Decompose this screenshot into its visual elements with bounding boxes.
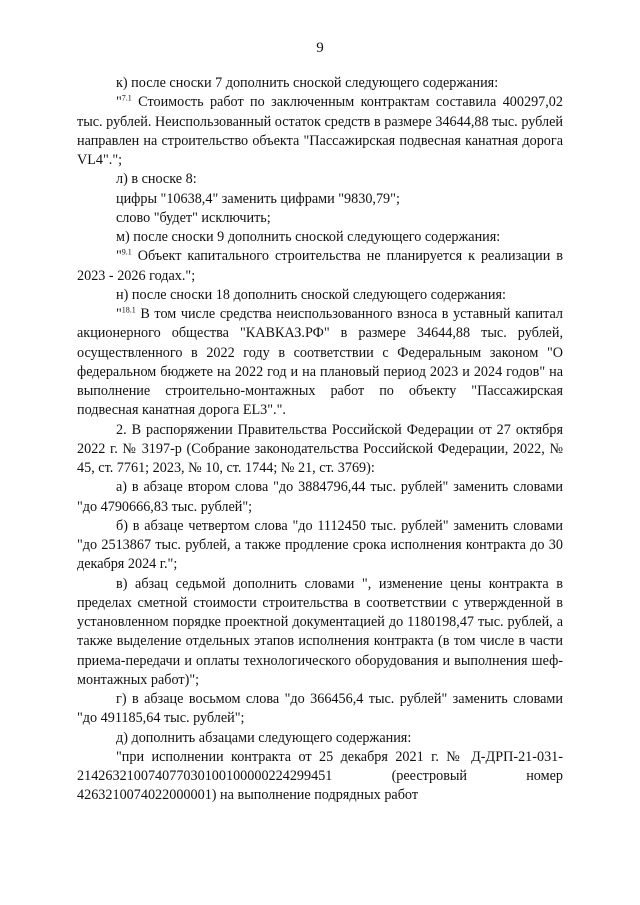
open-quote: ": [116, 94, 122, 111]
footnote-18-1-text: В том числе средства неиспользованного взноса в уставный капитал акционерного общества "КАВКАЗ.РФ" в размере 34644,88 тыс. рублей, осуществленного в 2022 году в соответствии с Федеральным законом "О федеральном бюджете на 2022 год и на плановый период 2023 и 2024 годов" на выполнение строительно-монтажных работ по объекту "Пассажирская подвесная канатная дорога EL3".".: [77, 306, 563, 419]
paragraph-2-g: г) в абзаце восьмом слова "до 366456,4 тыс. рублей" заменить словами "до 491185,64 тыс. рублей";: [77, 691, 563, 727]
paragraph-word-exclude: слово "будет" исключить;: [116, 209, 271, 226]
open-quote: ": [116, 248, 122, 265]
paragraph-n: н) после сноски 18 дополнить сноской следующего содержания:: [116, 286, 506, 303]
footnote-9-1-text: Объект капитального строительства не планируется к реализации в 2023 - 2026 годах.";: [77, 248, 563, 284]
paragraph-2: 2. В распоряжении Правительства Российской Федерации от 27 октября 2022 г. № 3197-р (Собрание законодательства Российской Федерации, 2022, № 45, ст. 7761; 2023, № 10, ст. 1744; № 21, ст. 3769):: [77, 421, 563, 476]
footnote-9-1-paragraph: [77, 247, 563, 286]
paragraph-k: к) после сноски 7 дополнить сноской следующего содержания:: [116, 75, 499, 91]
footnote-7-1-paragraph: [77, 93, 563, 170]
paragraph-2-v: в) абзац седьмой дополнить словами ", изменение цены контракта в пределах сметной стоимости строительства в соответствии с утвержденной в установленном порядке проектной документацией до 1180198,47 тыс. рублей, а также выделение отдельных этапов исполнения контракта (в том числе в части приема-передачи и оплаты технологического оборудования и выполнения шеф-монтажных работ)";: [77, 575, 563, 688]
footnote-marker-7-1: 7.1: [121, 93, 132, 103]
footnote-7-1-text: Стоимость работ по заключенным контрактам составила 400297,02 тыс. рублей. Неиспользованный остаток средств в размере 34644,88 тыс. рублей направлен на строительство объекта "Пассажирская подвесная канатная дорога VL4".";: [77, 94, 563, 168]
paragraph-2-b: б) в абзаце четвертом слова "до 1112450 тыс. рублей" заменить словами "до 2513867 тыс. рублей, а также продление срока исполнения контракта до 30 декабря 2024 г.";: [77, 517, 563, 573]
paragraph-contract: "при исполнении контракта от 25 декабря 2021 г. № Д-ДРП-21-031-2142632100740770301001000002242994​51 (реестровый номер 4263210074022000001) на выполнение подрядных работ: [77, 748, 563, 804]
paragraph-2-a: а) в абзаце втором слова "до 3884796,44 тыс. рублей" заменить словами "до 4790666,83 тыс. рублей";: [77, 479, 563, 515]
paragraph-figures-replace: цифры "10638,4" заменить цифрами "9830,79";: [116, 190, 400, 207]
page-number: 9: [316, 40, 324, 56]
paragraph-l: л) в сноске 8:: [116, 171, 197, 188]
document-body: [77, 74, 563, 806]
footnote-marker-9-1: 9.1: [121, 247, 132, 257]
paragraph-m: м) после сноски 9 дополнить сноской следующего содержания:: [116, 229, 501, 245]
footnote-18-1-paragraph: [77, 305, 563, 421]
paragraph-2-d: д) дополнить абзацами следующего содержания:: [116, 729, 412, 746]
footnote-marker-18-1: 18.1: [121, 305, 136, 315]
open-quote: ": [116, 306, 122, 322]
